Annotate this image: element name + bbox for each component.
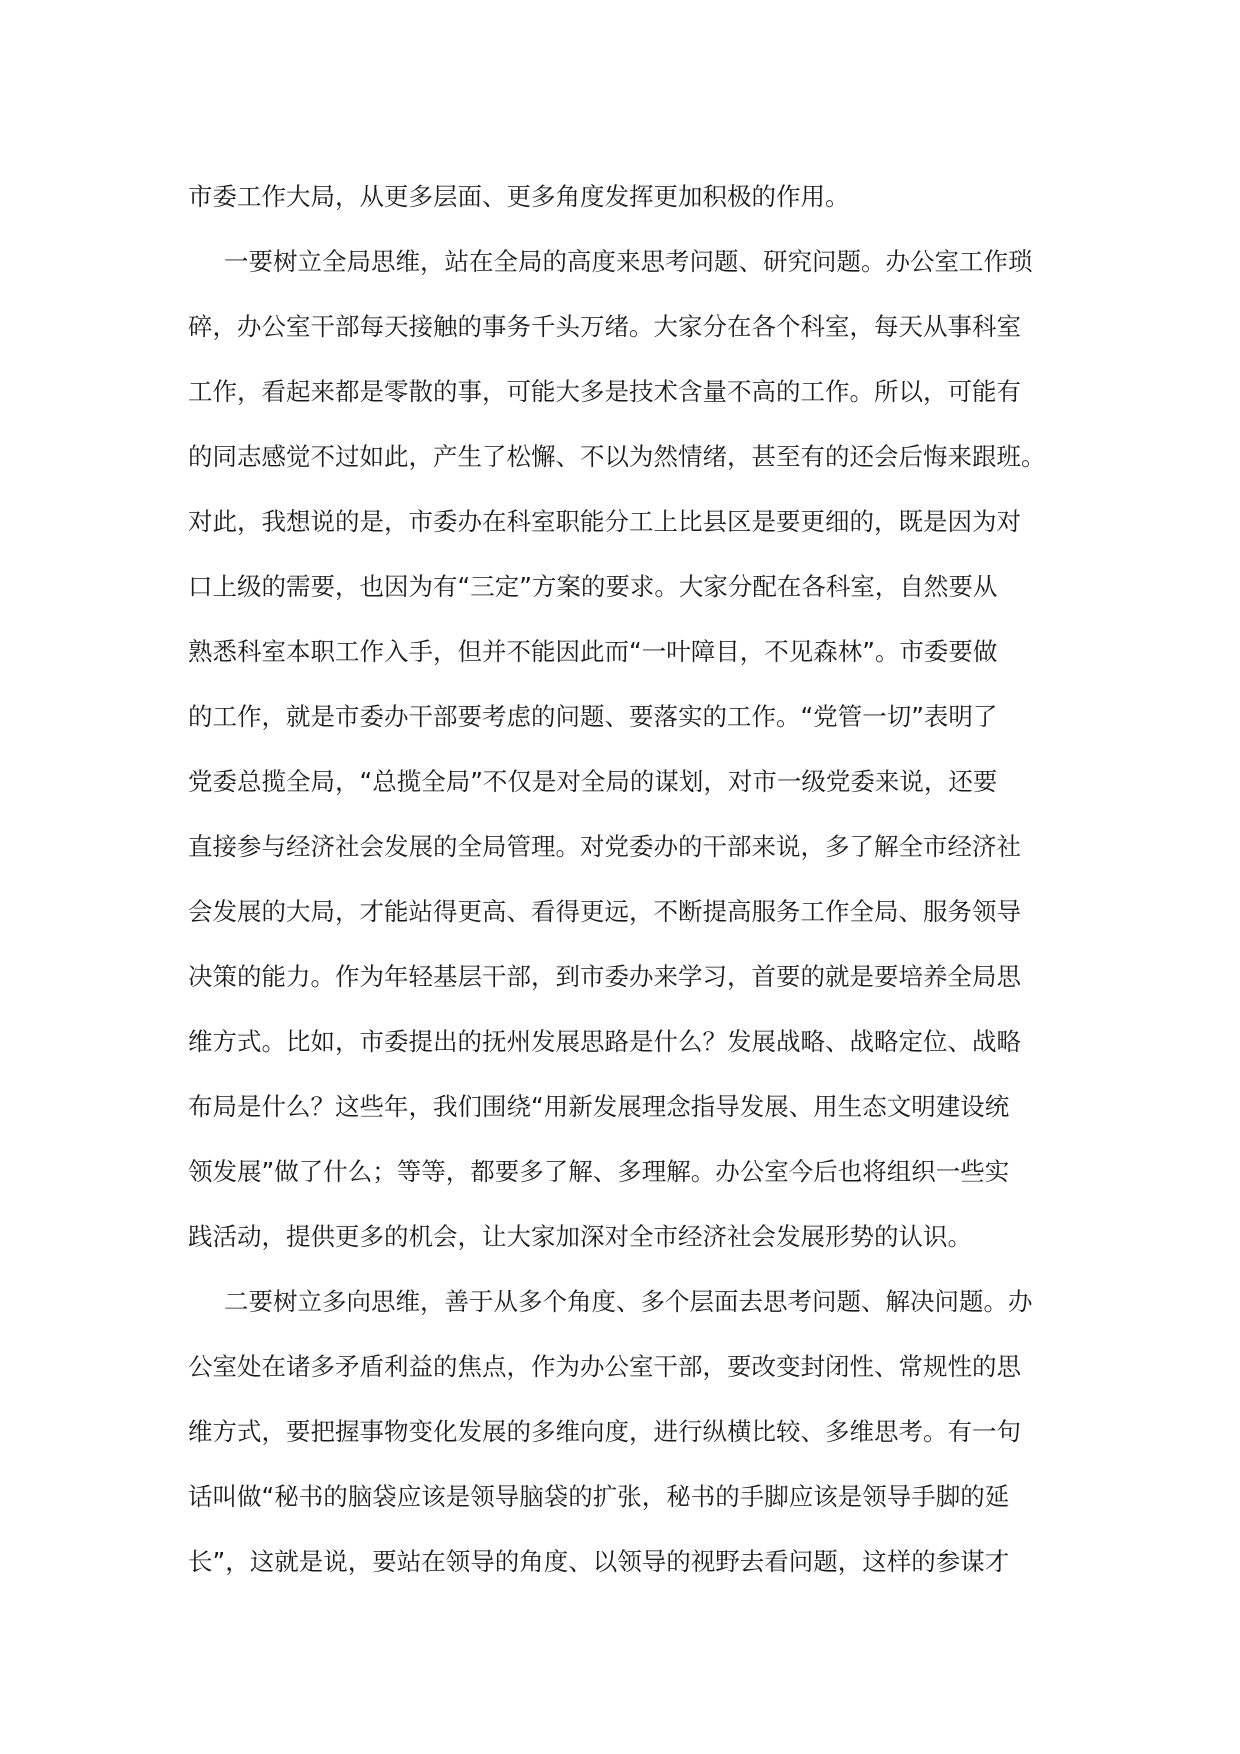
text-line: 公室处在诸多矛盾利益的焦点，作为办公室干部，要改变封闭性、常规性的思 bbox=[188, 1352, 1021, 1381]
text-line: 长”，这就是说，要站在领导的角度、以领导的视野去看问题，这样的参谋才 bbox=[188, 1547, 1010, 1576]
text-line: 践活动，提供更多的机会，让大家加深对全市经济社会发展形势的认识。 bbox=[188, 1222, 972, 1251]
text-line: 对此，我想说的是，市委办在科室职能分工上比县区是要更细的，既是因为对 bbox=[188, 507, 1021, 536]
text-line: 会发展的大局，才能站得更高、看得更远，不断提高服务工作全局、服务领导 bbox=[188, 897, 1021, 926]
text-line: 决策的能力。作为年轻基层干部，到市委办来学习，首要的就是要培养全局思 bbox=[188, 962, 1021, 991]
paragraph-start-line: 一要树立全局思维，站在全局的高度来思考问题、研究问题。办公室工作琐 bbox=[224, 247, 1033, 276]
text-line: 碎，办公室干部每天接触的事务千头万绪。大家分在各个科室，每天从事科室 bbox=[188, 312, 1021, 341]
text-line: 的同志感觉不过如此，产生了松懈、不以为然情绪，甚至有的还会后悔来跟班。 bbox=[188, 442, 1046, 471]
text-line: 工作，看起来都是零散的事，可能大多是技术含量不高的工作。所以，可能有 bbox=[188, 377, 1021, 406]
text-line: 领发展”做了什么；等等，都要多了解、多理解。办公室今后也将组织一些实 bbox=[188, 1157, 1010, 1186]
text-line: 话叫做“秘书的脑袋应该是领导脑袋的扩张，秘书的手脚应该是领导手脚的延 bbox=[188, 1482, 1010, 1511]
text-line: 维方式。比如，市委提出的抚州发展思路是什么？发展战略、战略定位、战略 bbox=[188, 1027, 1021, 1056]
text-line: 维方式，要把握事物变化发展的多维向度，进行纵横比较、多维思考。有一句 bbox=[188, 1417, 1021, 1446]
paragraph-start-line: 二要树立多向思维，善于从多个角度、多个层面去思考问题、解决问题。办 bbox=[224, 1287, 1033, 1316]
text-line: 的工作，就是市委办干部要考虑的问题、要落实的工作。“党管一切”表明了 bbox=[188, 702, 998, 731]
text-line: 布局是什么？这些年，我们围绕“用新发展理念指导发展、用生态文明建设统 bbox=[188, 1092, 1010, 1121]
text-line: 市委工作大局，从更多层面、更多角度发挥更加积极的作用。 bbox=[188, 182, 850, 211]
text-line: 直接参与经济社会发展的全局管理。对党委办的干部来说，多了解全市经济社 bbox=[188, 832, 1021, 861]
text-line: 口上级的需要，也因为有“三定”方案的要求。大家分配在各科室，自然要从 bbox=[188, 572, 998, 601]
text-line: 熟悉科室本职工作入手，但并不能因此而“一叶障目，不见森林”。市委要做 bbox=[188, 637, 998, 666]
text-line: 党委总揽全局，“总揽全局”不仅是对全局的谋划，对市一级党委来说，还要 bbox=[188, 767, 998, 796]
document-body bbox=[188, 172, 1068, 1602]
